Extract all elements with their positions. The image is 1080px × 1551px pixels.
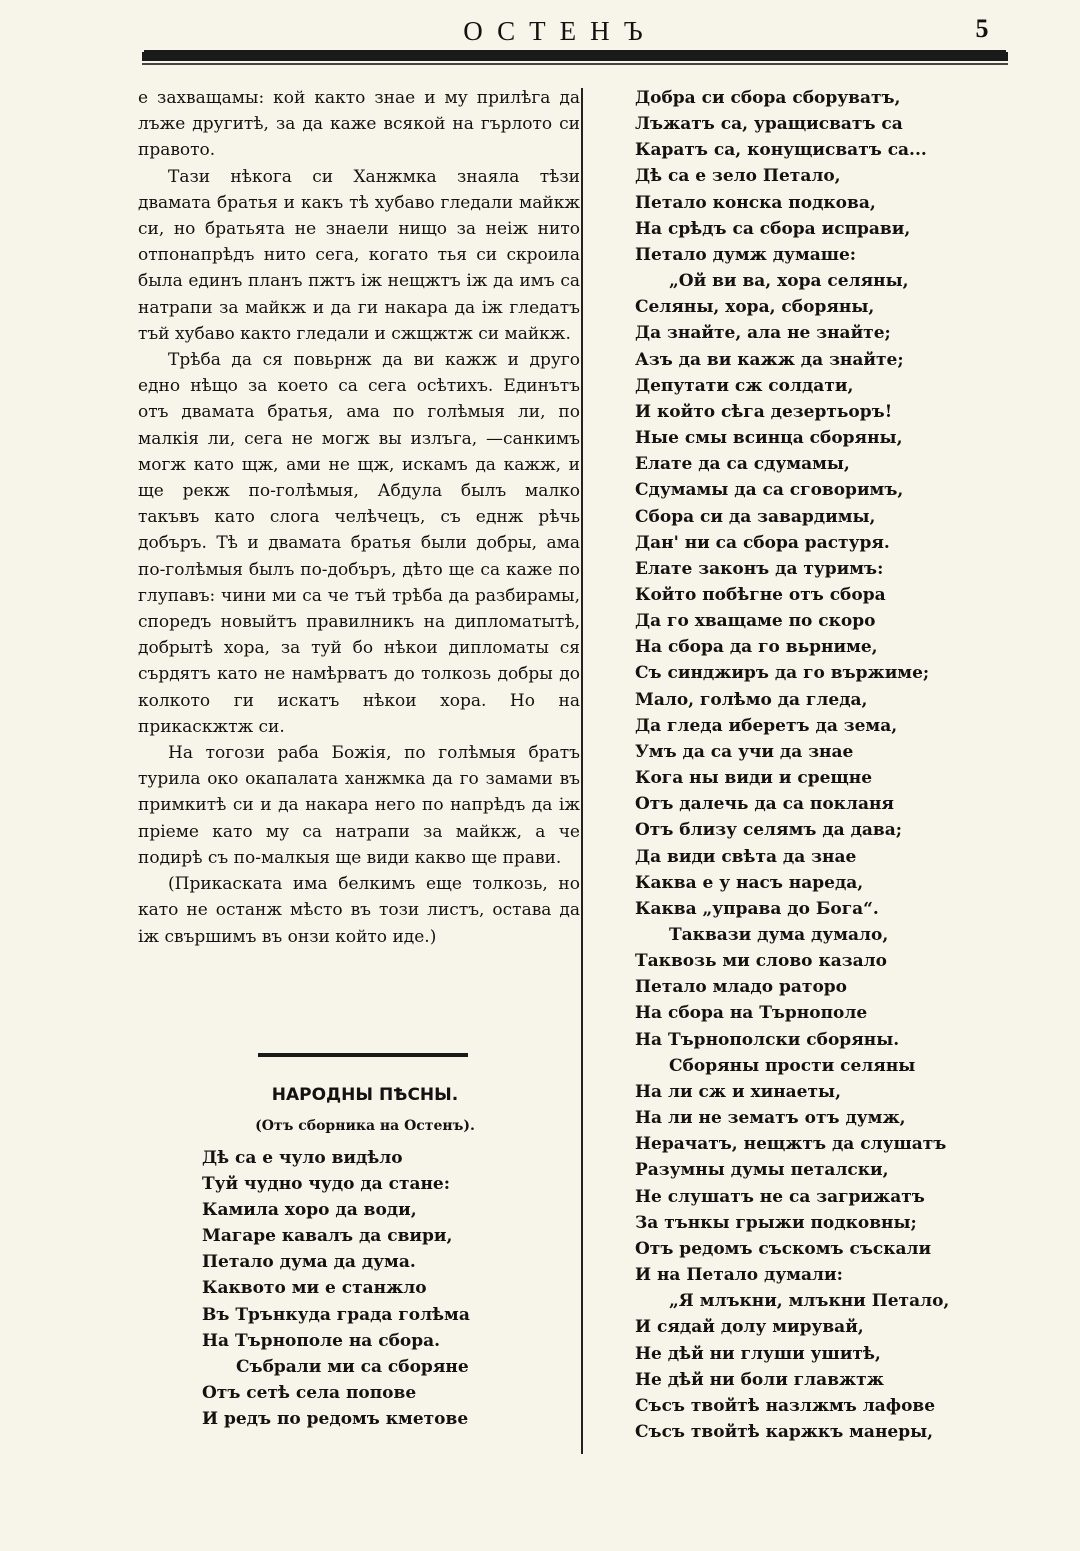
verse-line: Азъ да ви кажж да знайте; xyxy=(635,349,904,370)
verse-line: И редъ по редомъ кметове xyxy=(202,1408,469,1429)
verse-line: Петало дума да дума. xyxy=(202,1252,416,1273)
verse-line: Каква „управа до Бога“. xyxy=(635,898,879,919)
verse-line: Да види свѣта да знае xyxy=(635,846,857,867)
verse-line: На ли не зематъ отъ думж, xyxy=(635,1108,906,1129)
left-column-prose xyxy=(138,85,580,950)
verse-line: И сядай долу мирувай, xyxy=(635,1317,864,1338)
paragraph: На тогози раба Божія, по голѣмыя братъ турила око окапалата ханжмка да го замами въ примкитѣ си и да накара него по напрѣдъ да іж пріеме като му са натрапи за майкж, а че подирѣ съ по-малкыя ще види какво ще прави. xyxy=(138,743,580,868)
header-rule xyxy=(142,52,1008,61)
verse-line: Таквозь ми слово казало xyxy=(635,951,887,972)
verse-line: Не слушатъ не са загрижатъ xyxy=(635,1186,925,1207)
song-section-title: НАРОДНЫ ПѢСНЫ. xyxy=(271,1085,459,1105)
verse-line: Събрали ми са сборяне xyxy=(236,1356,469,1377)
verse-line: Който побѣгне отъ сбора xyxy=(635,584,886,605)
verse-line: И който сѣга дезертьоръ! xyxy=(635,401,893,422)
verse-line: Ные смы всинца сборяны, xyxy=(635,428,903,449)
paragraph: (Прикаската има белкимъ еще толкозь, но като не останж мѣсто въ този листъ, остава да іж свършимъ въ онзи който иде.) xyxy=(138,874,580,947)
verse-line: Дѣ са е чуло видѣло xyxy=(202,1148,403,1168)
verse-line: Сбора си да завардимы, xyxy=(635,506,876,527)
verse-line: Съ синджиръ да го вържиме; xyxy=(635,663,930,684)
verse-line: Разумны думы петалски, xyxy=(635,1160,889,1181)
paragraph: Тази нѣкога си Ханжмка знаяла тѣзи двамата братья и какъ тѣ хубаво гледали майкж си, но братьята не знаели нищо за неіж нито отпонапрѣдъ нито сега, когато тья си скроила была единъ планъ пжтъ іж нещжтъ іж да имъ са натрапи за майкж и да ги накара да іж гледатъ тъй хубаво както гледали и сжщжтж си майкж. xyxy=(138,166,580,344)
paragraph: Трѣба да ся повьрнж да ви кажж и друго едно нѣщо за което са сега осѣтихъ. Единътъ отъ двамата братья, ама по голѣмыя ли, по малкія ли, сега не могж вы излъга, —санкимъ могж като щж, ами не щж, искамъ да кажж, и ще рекж по-голѣмыя, Абдула былъ малко такъвъ като слога челѣчецъ, съ еднж рѣчь добъръ. Тѣ и двамата братья были добры, ама по-голѣмыя былъ по-добъръ, дѣто ще са каже по глупавъ: чини ми са че тъй трѣба да разбирамы, споредъ новыйтъ правилникъ на дипломатытѣ, добрытѣ хора, за туй бо нѣкои дипломаты ся сърдятъ като не намѣрватъ до толкозь добры до колкото ги искатъ нѣкои хора. Но на прикаскжтж си. xyxy=(138,350,580,737)
verse-line: И на Петало думали: xyxy=(635,1265,843,1286)
verse-line: Отъ близу селямъ да дава; xyxy=(635,820,903,841)
newspaper-title: ОСТЕНЪ xyxy=(463,16,657,46)
column-divider xyxy=(581,88,583,1454)
verse-line: Каквото ми е станжло xyxy=(202,1278,427,1299)
verse-line: Отъ сетѣ села попове xyxy=(202,1382,417,1403)
verse-line: Дан' ни са сбора растуря. xyxy=(635,532,890,553)
verse-line: Не дѣй ни глуши ушитѣ, xyxy=(635,1343,881,1364)
verse-line: Отъ далечь да са покланя xyxy=(635,794,894,815)
verse-line: „Я млъкни, млъкни Петало, xyxy=(669,1291,950,1312)
verse-line: Елате законъ да туримъ: xyxy=(635,558,884,579)
verse-line: На Търнополски сборяны. xyxy=(635,1029,900,1050)
verse-line: На сбора да го вьрнимe, xyxy=(635,637,878,658)
verse-line: Каква е у насъ нареда, xyxy=(635,872,864,893)
verse-line: Кога ны види и срещне xyxy=(635,768,873,789)
verse-line: Каратъ са, конущисватъ са... xyxy=(635,140,927,161)
verse-line: На ли сж и хинаеты, xyxy=(635,1081,841,1102)
verse-line: Петало думж думаше: xyxy=(635,244,857,265)
verse-line: Умъ да са учи да знае xyxy=(635,741,854,762)
verse-line: Петало конска подкова, xyxy=(635,192,876,213)
song-source: (Отъ сборника на Остенъ). xyxy=(255,1118,475,1134)
verse-line: Сборяны прости селяны xyxy=(669,1055,916,1076)
page-number: 5 xyxy=(975,14,989,43)
verse-line: На срѣдъ са сбора исправи, xyxy=(635,218,911,239)
verse-line: На сбора на Търнополе xyxy=(635,1003,868,1024)
right-column-song xyxy=(635,85,1007,1445)
masthead xyxy=(0,12,1080,52)
paragraph: е захващамы: кой както знае и му прилѣга да лъже другитѣ, за да каже всякой на гърлото си правото. xyxy=(138,88,580,161)
verse-line: Да знайте, ала не знайте; xyxy=(635,323,891,344)
verse-line: Лъжатъ са, уращисватъ са xyxy=(635,114,903,135)
verse-line: Сдумамы да са сговоримъ, xyxy=(635,480,904,501)
verse-line: Таквази дума думало, xyxy=(669,925,889,945)
verse-line: Нерачатъ, нещжтъ да слушатъ xyxy=(635,1134,947,1155)
section-separator xyxy=(258,1053,468,1057)
verse-line: Дѣ са е зело Петало, xyxy=(635,166,841,187)
verse-line: Да гледа иберетъ да зема, xyxy=(635,715,898,736)
verse-line: Депутати сж солдати, xyxy=(635,375,854,396)
verse-line: Елате да са сдумамы, xyxy=(635,454,850,475)
verse-line: Камила хоро да води, xyxy=(202,1200,417,1221)
verse-line: Въ Трънкуда града голѣма xyxy=(202,1304,470,1325)
verse-line: Туй чудно чудо да стане: xyxy=(202,1174,451,1195)
verse-line: „Ой ви ва, хора селяны, xyxy=(669,271,909,292)
song-left-column xyxy=(202,1145,562,1432)
verse-line: Не дѣй ни боли главжтж xyxy=(635,1369,884,1390)
verse-line: Мало, голѣмо да гледа, xyxy=(635,689,868,710)
verse-line: Съсъ твойтѣ назлжмъ лафове xyxy=(635,1395,936,1416)
verse-line: Селяны, хора, сборяны, xyxy=(635,297,875,318)
verse-line: Петало младо раторо xyxy=(635,977,848,998)
verse-line: За тънкы грыжи подковны; xyxy=(635,1212,917,1233)
verse-line: Съсъ твойтѣ каржкъ манеры, xyxy=(635,1421,934,1442)
verse-line: Отъ редомъ съскомъ съскали xyxy=(635,1238,932,1259)
verse-line: Магаре кавалъ да свири, xyxy=(202,1226,453,1247)
verse-line: На Търнополе на сбора. xyxy=(202,1330,441,1351)
verse-line: Да го хващаме по скоро xyxy=(635,611,876,632)
verse-line: Добра си сбора сборуватъ, xyxy=(635,88,901,108)
